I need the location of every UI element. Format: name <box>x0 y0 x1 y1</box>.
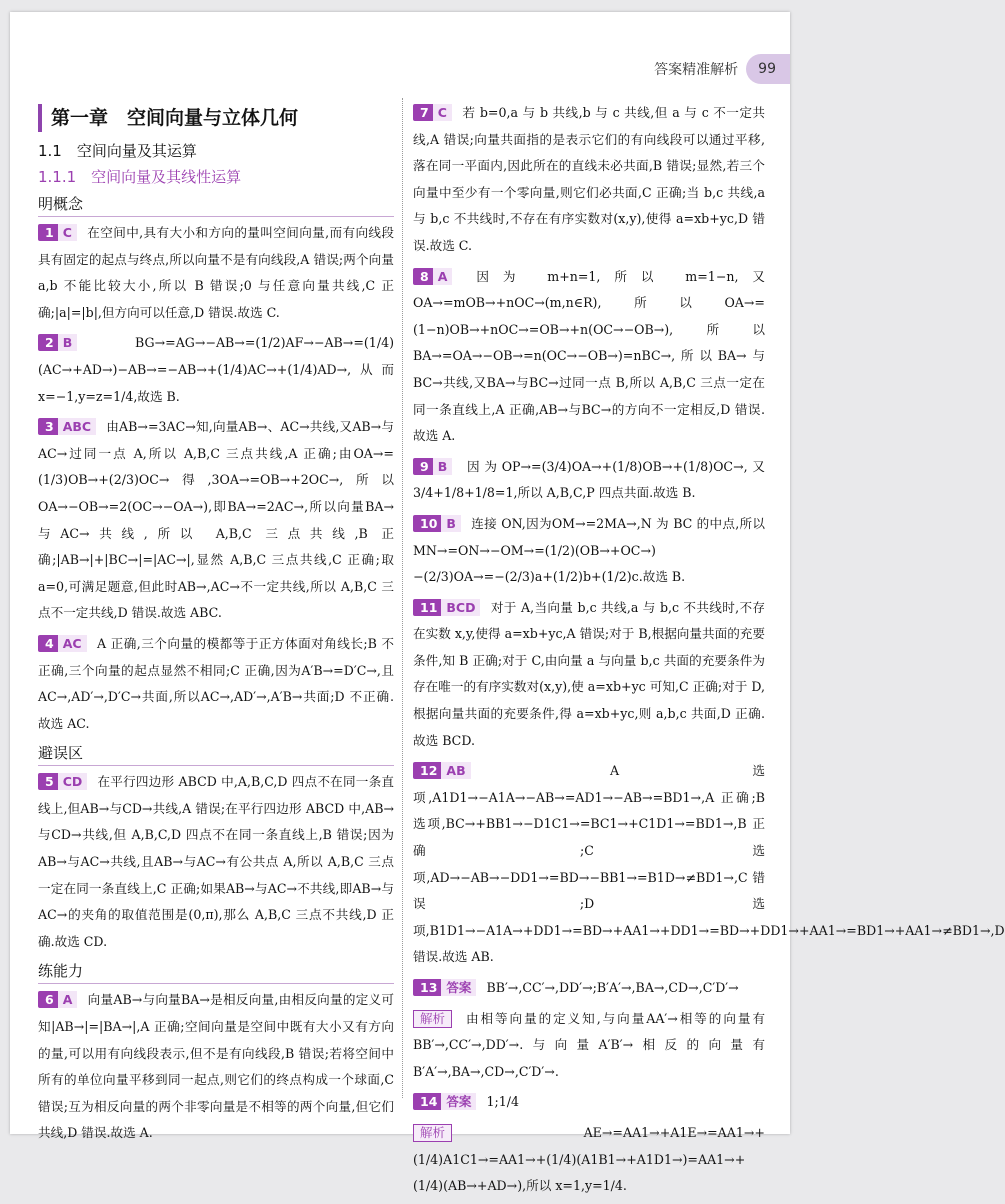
item-number-badge: 8 A <box>413 268 452 285</box>
chapter-title: 第一章 空间向量与立体几何 <box>38 104 394 132</box>
item-number-badge: 1 C <box>38 224 77 241</box>
item-number-badge: 6 A <box>38 991 77 1008</box>
answer-item-9 <box>413 454 765 507</box>
answer-item-10 <box>413 511 765 591</box>
column-divider <box>402 98 403 1098</box>
explanation-text: 因为OP→=(3/4)OA→+(1/8)OB→+(1/8)OC→,又 3/4+1/8+1/8=1,所以 A,B,C,P 四点共面.故选 B. <box>413 458 765 501</box>
explanation-text: A 正确,三个向量的模都等于正方体面对角线长;B 不正确,三个向量的起点显然不相同;C 正确,因为A′B→=D′C→,且AC→,AD′→,D′C→共面,所以AC→,AD′→,A′B→共面;D 不正确.故选 AC. <box>38 635 394 731</box>
answer-item-14 <box>413 1089 765 1116</box>
item-number-badge: 14 答案 <box>413 1093 476 1110</box>
explanation-text: 在平行四边形 ABCD 中,A,B,C,D 四点不在同一条直线上,但AB→与CD→共线,A 错误;在平行四边形 ABCD 中,AB→与CD→共线,但 A,B,C,D 四点不在同一条直线上,B 错误;因为AB→与AC→共线,且AB→与AC→有公共点 A,所以 A,B,C 三点一定在同一条直线上,C 正确;如果AB→与AC→不共线,即AB→与AC→的夹角的取值范围是(0,π),那么 A,B,C 三点不共线,D 正确.故选 CD. <box>38 774 394 949</box>
document-page <box>10 12 1005 1194</box>
explanation-text: 在空间中,具有大小和方向的量叫空间向量,而有向线段具有固定的起点与终点,所以向量不是有向线段,A 错误;两个向量 a,b 不能比较大小,所以 B 错误;0 与任意向量共线,C 正确;|a|=|b|,但方向可以任意,D 错误.故选 C. <box>38 225 394 320</box>
explanation-text: 若 b=0,a 与 b 共线,b 与 c 共线,但 a 与 c 不一定共线,A 错误;向量共面指的是表示它们的有向线段可以通过平移,落在同一平面内,因此所在的直线未必共面,B 错误;显然,若三个向量中至少有一个零向量,则它们必共面,C 正确;当 b,c 共线,a 与 b,c 不共线时,不存在有序实数对(x,y),使得 a=xb+yc,D 错误.故选 C. <box>413 105 765 253</box>
item-number-badge: 7 C <box>413 104 452 121</box>
subsection-title: 1.1.1 空间向量及其线性运算 <box>38 168 242 186</box>
solution-14 <box>413 1120 765 1200</box>
explanation-text: 由AB→=3AC→知,向量AB→、AC→共线,又AB→与AC→过同一点 A,所以 A,B,C 三点共线,A 正确;由OA→=(1/3)OB→+(2/3)OC→得,3OA→=OB→+2OC→,所以OA→−OB→=2(OC→−OA→),即BA→=2AC→,所以向量BA→与AC→共线,所以 A,B,C 三点共线,B 正确;|AB→|+|BC→|=|AC→|,显然 A,B,C 三点共线,C 正确;取 a=0,可满足题意,但此时AB→,AC→不一定共线,所以 A,B,C 三点不一定共线,D 错误.故选 ABC. <box>38 419 394 621</box>
answer-item-7 <box>413 100 765 260</box>
short-answer: 1;1/4 <box>486 1094 519 1110</box>
short-answer: BB′→,CC′→,DD′→;B′A′→,BA→,CD→,C′D′→ <box>486 980 739 995</box>
section-title: 1.1 空间向量及其运算 <box>38 142 197 160</box>
explanation-text: 由相等向量的定义知,与向量AA′→相等的向量有BB′→,CC′→,DD′→.与向量A′B′→相反的向量有B′A′→,BA→,CD→,C′D′→. <box>413 1010 765 1079</box>
item-number-badge: 2 B <box>38 334 77 351</box>
solution-label: 解析 <box>413 1124 452 1142</box>
answer-item-12 <box>413 758 1005 971</box>
explanation-text: 因为 m+n=1,所以 m=1−n,又OA→=mOB→+nOC→(m,n∈R),所以OA→=(1−n)OB→+nOC→=OB→+n(OC→−OB→),所以BA→=OA→−OB→=n(OC→−OB→)=nBC→,所以BA→与BC→共线,又BA→与BC→过同一点 B,所以 A,B,C 三点一定在同一条直线上,A 正确,AB→与BC→的方向不一定相反,D 错误.故选 A. <box>413 268 765 444</box>
answer-item-11 <box>413 595 765 755</box>
left-column <box>38 100 394 1151</box>
item-number-badge: 13 答案 <box>413 979 476 996</box>
item-number-badge: 5 CD <box>38 773 87 790</box>
item-number-badge: 12 AB <box>413 762 471 779</box>
answer-item-8 <box>413 264 765 450</box>
answer-item-4 <box>38 631 394 737</box>
page-number: 99 <box>746 54 790 84</box>
page-header <box>540 50 790 88</box>
explanation-text: 向量AB→与向量BA→是相反向量,由相反向量的定义可知|AB→|=|BA→|,A 正确;空间向量是空间中既有大小又有方向的量,可以用有向线段表示,但不是有向线段,B 错误;若将空间中所有的单位向量平移到同一起点,则它们的终点构成一个球面,C 错误;互为相反向量的两个非零向量是不相等的两个向量,但它们共线,D 错误.故选 A. <box>38 992 394 1141</box>
explanation-text: A 选项,A1D1→−A1A→−AB→=AD1→−AB→=BD1→,A 正确;B 选项,BC→+BB1→−D1C1→=BC1→+C1D1→=BD1→,B 正确;C 选项,AD→−AB→−DD1→=BD→−BB1→=B1D→≠BD1→,C 错误;D 选项,B1D1→−A1A→+DD1→=BD→+AA1→+DD1→=BD→+DD1→+AA1→=BD1→+AA1→≠BD1→,D 错误.故选 AB. <box>413 763 1005 965</box>
answer-item-3 <box>38 414 394 627</box>
explanation-text: 连接 ON,因为OM→=2MA→,N 为 BC 的中点,所以MN→=ON→−OM→=(1/2)(OB→+OC→)−(2/3)OA→=−(2/3)a+(1/2)b+(1/2)c.故选 B. <box>413 515 765 585</box>
answer-item-6 <box>38 987 394 1147</box>
category-heading-pitfall: 避误区 <box>38 741 394 766</box>
item-number-badge: 4 AC <box>38 635 87 652</box>
solution-label: 解析 <box>413 1010 452 1028</box>
item-number-badge: 9 B <box>413 458 452 475</box>
answer-item-13 <box>413 975 765 1002</box>
right-column <box>413 100 1005 1204</box>
answer-item-1 <box>38 220 394 326</box>
item-number-badge: 10 B <box>413 515 461 532</box>
category-heading-concept: 明概念 <box>38 192 394 217</box>
solution-13 <box>413 1006 765 1086</box>
item-number-badge: 11 BCD <box>413 599 480 616</box>
item-number-badge: 3 ABC <box>38 418 96 435</box>
answer-item-2 <box>38 330 394 410</box>
explanation-text: BG→=AG→−AB→=(1/2)AF→−AB→=(1/4)(AC→+AD→)−AB→=−AB→+(1/4)AC→+(1/4)AD→,从而 x=−1,y=z=1/4,故选 B. <box>38 335 394 404</box>
header-title: 答案精准解析 <box>654 62 739 78</box>
category-heading-practice: 练能力 <box>38 959 394 984</box>
explanation-text: AE→=AA1→+A1E→=AA1→+(1/4)A1C1→=AA1→+(1/4)(A1B1→+A1D1→)=AA1→+(1/4)(AB→+AD→),所以 x=1,y=1/4. <box>413 1124 765 1194</box>
explanation-text: 对于 A,当向量 b,c 共线,a 与 b,c 不共线时,不存在实数 x,y,使得 a=xb+yc,A 错误;对于 B,根据向量共面的充要条件,知 B 正确;对于 C,由向量 a 与向量 b,c 共面的充要条件为存在唯一的有序实数对(x,y),使 a=xb+yc 可知,C 正确;对于 D,根据向量共面的充要条件,得 a=xb+yc,则 a,b,c 共面,D 正确.故选 BCD. <box>413 599 765 748</box>
answer-item-5 <box>38 769 394 955</box>
